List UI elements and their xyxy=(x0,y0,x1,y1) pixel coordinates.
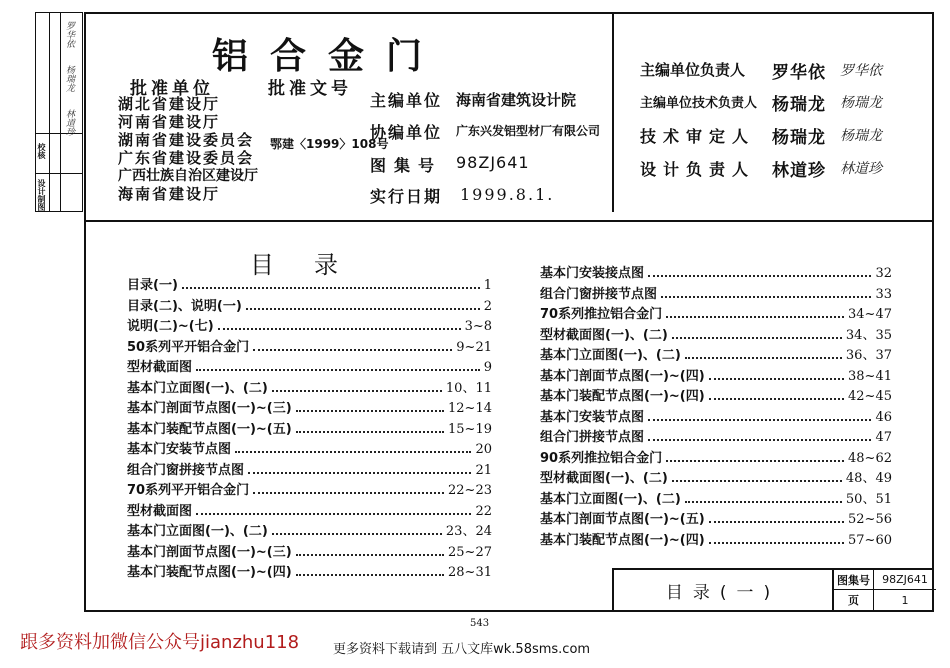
toc-row[interactable]: 基本门安装节点图 20 xyxy=(127,442,492,457)
toc-row[interactable]: 组合门拼接节点图 47 xyxy=(540,430,892,445)
toc-row[interactable]: 基本门立面图(一)、(二) 23、24 xyxy=(127,524,492,539)
co-editor: 广东兴发铝型材厂有限公司 xyxy=(456,124,601,138)
toc-row[interactable]: 基本门安装节点图 46 xyxy=(540,409,892,425)
toc-row[interactable]: 基本门装配节点图(一)~(四) 28~31 xyxy=(127,565,492,580)
responsible-role-3: 技术审定人 xyxy=(640,127,756,146)
responsible-signature-2: 杨瑞龙 xyxy=(840,95,882,111)
title-block-atlas-label: 图集号 xyxy=(834,570,874,590)
toc-row[interactable]: 50系列平开铝合金门 9~21 xyxy=(127,339,492,355)
footer-promo-left: 跟多资料加微信公众号jianzhu118 xyxy=(20,632,300,653)
toc-title: 目录 xyxy=(250,251,378,279)
page-number: 543 xyxy=(470,618,490,629)
responsible-signature-4: 林道珍 xyxy=(840,161,882,177)
toc-row[interactable]: 目录(二)、说明(一) 2 xyxy=(127,298,492,314)
responsible-role-1: 主编单位负责人 xyxy=(640,61,746,79)
approval-unit: 河南省建设厅 xyxy=(118,113,221,131)
responsible-role-2: 主编单位技术负责人 xyxy=(640,96,758,111)
approval-unit: 海南省建设厅 xyxy=(118,185,221,203)
approval-unit: 湖北省建设厅 xyxy=(118,95,221,113)
toc-row[interactable]: 基本门剖面节点图(一)~(五) 52~56 xyxy=(540,512,892,527)
page-title: 铝合金门 xyxy=(212,35,445,77)
toc-row[interactable]: 基本门剖面节点图(一)~(三) 12~14 xyxy=(127,401,492,416)
responsible-name-4: 林道珍 xyxy=(772,161,826,181)
responsible-signature-3: 杨瑞龙 xyxy=(840,128,882,144)
effective-date-label: 实行日期 xyxy=(370,187,443,206)
atlas-no: 98ZJ641 xyxy=(456,153,530,172)
title-block-page-no: 1 xyxy=(901,593,909,607)
sheet-title: 目录(一) xyxy=(614,570,834,610)
side-signature-2: 杨瑞龙 xyxy=(64,65,74,92)
responsible-name-3: 杨瑞龙 xyxy=(772,128,826,148)
atlas-no-label: 图集号 xyxy=(370,156,443,175)
approval-units xyxy=(118,95,258,203)
co-editor-label: 协编单位 xyxy=(370,123,443,142)
toc-row[interactable]: 90系列推拉铝合金门 48~62 xyxy=(540,450,892,466)
toc-row[interactable]: 组合门窗拼接节点图 21 xyxy=(127,462,492,478)
approval-unit: 广西壮族自治区建设厅 xyxy=(118,168,258,184)
toc-row[interactable]: 70系列平开铝合金门 22~23 xyxy=(127,483,492,498)
approval-unit: 广东省建设委员会 xyxy=(118,149,255,167)
header-divider xyxy=(612,12,614,212)
toc-row[interactable]: 型材截面图(一)、(二) 48、49 xyxy=(540,471,892,486)
toc-row[interactable]: 基本门安装接点图 32 xyxy=(540,266,892,281)
side-signature-strip xyxy=(35,12,83,212)
chief-editor: 海南省建筑设计院 xyxy=(456,91,577,109)
approval-unit: 湖南省建设委员会 xyxy=(118,131,255,149)
toc-left-column xyxy=(127,274,492,582)
responsible-role-4: 设计负责人 xyxy=(640,160,756,179)
title-block-atlas-no: 98ZJ641 xyxy=(874,570,936,590)
footer-promo-right: 更多资料下载请到 五八文库wk.58sms.com xyxy=(333,642,591,657)
side-signature-1: 罗华依 xyxy=(64,21,74,48)
toc-row[interactable]: 基本门立面图(一)、(二) 10、11 xyxy=(127,380,492,396)
toc-row[interactable]: 基本门装配节点图(一)~(四) 42~45 xyxy=(540,389,892,404)
toc-row[interactable]: 说明(二)~(七) 3~8 xyxy=(127,319,492,334)
toc-row[interactable]: 基本门装配节点图(一)~(五) 15~19 xyxy=(127,421,492,437)
toc-row[interactable]: 型材截面图(一)、(二) 34、35 xyxy=(540,327,892,343)
responsible-signature-1: 罗华依 xyxy=(840,63,882,79)
side-signature-3: 林道珍 xyxy=(64,109,74,136)
responsible-name-2: 杨瑞龙 xyxy=(772,95,826,115)
toc-row[interactable]: 基本门立面图(一)、(二) 50、51 xyxy=(540,491,892,507)
toc-row[interactable]: 组合门窗拼接节点图 33 xyxy=(540,286,892,302)
toc-row[interactable]: 基本门剖面节点图(一)~(三) 25~27 xyxy=(127,544,492,560)
title-block-page-label: 页 xyxy=(834,590,874,610)
approval-doc-header: 批准文号 xyxy=(268,79,352,99)
side-label-check: 校核 xyxy=(37,143,46,159)
approval-unit-header: 批准单位 xyxy=(130,79,214,99)
chief-editor-label: 主编单位 xyxy=(370,91,443,110)
toc-row[interactable]: 基本门装配节点图(一)~(四) 57~60 xyxy=(540,532,892,548)
responsible-name-1: 罗华依 xyxy=(772,63,826,83)
toc-row[interactable]: 70系列推拉铝合金门 34~47 xyxy=(540,307,892,322)
toc-row[interactable]: 目录(一) 1 xyxy=(127,278,492,293)
toc-right-column xyxy=(540,262,892,549)
toc-row[interactable]: 基本门立面图(一)、(二) 36、37 xyxy=(540,348,892,363)
side-label-design: 设计 xyxy=(37,179,46,195)
effective-date: 1999.8.1. xyxy=(460,185,555,204)
toc-row[interactable]: 型材截面图 9 xyxy=(127,360,492,375)
approval-doc-no: 鄂建〈1999〉108号 xyxy=(270,137,389,151)
side-label-draw: 制图 xyxy=(37,195,46,211)
toc-row[interactable]: 型材截面图 22 xyxy=(127,503,492,519)
title-block xyxy=(612,568,934,612)
toc-row[interactable]: 基本门剖面节点图(一)~(四) 38~41 xyxy=(540,368,892,384)
